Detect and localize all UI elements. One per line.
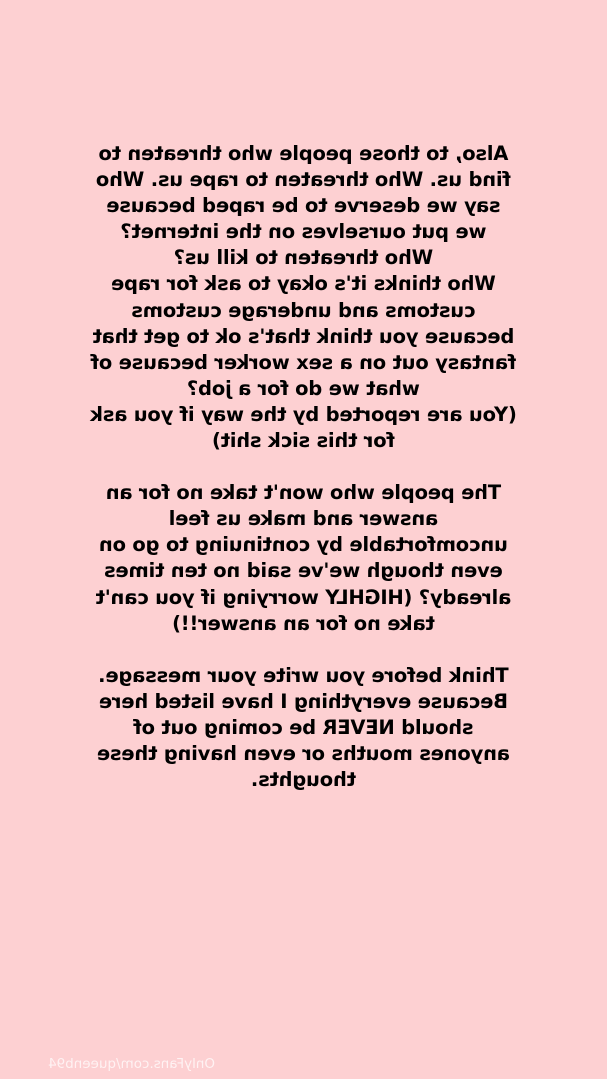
paragraph-gap [60, 454, 547, 480]
paragraph-1 [60, 141, 547, 454]
text-line: fantasy out on a sex worker because of [90, 350, 517, 374]
text-line: for this sick shit) [212, 429, 395, 453]
text-line: find us. Who threaten to rape us. Who [96, 168, 511, 192]
text-line: because you think that's ok to get that [92, 324, 515, 348]
text-line: anyones mouths or even having these [97, 741, 510, 765]
text-line: Who thinks it's okay to ask for rape [111, 272, 496, 296]
text-line: should NEVER be coming out of [133, 715, 474, 739]
text-line: Because everything I have listed here [99, 689, 508, 713]
text-line: we put ourselves on the internet? [120, 220, 487, 244]
text-line: customs and underage customs [131, 298, 476, 322]
text-line: take no for an answer!!) [172, 611, 435, 635]
text-line: even though we've said no ten times [104, 559, 503, 583]
text-line: Also, to those people who threaten to [98, 142, 509, 165]
paragraph-gap [60, 637, 547, 663]
paragraph-2 [60, 480, 547, 637]
text-line: The people who won't take no for an [105, 481, 502, 505]
text-line: say we deserve to be raped because [106, 194, 501, 218]
text-line: answer and make us feel [168, 507, 439, 531]
paragraph-3 [60, 663, 547, 793]
text-line: thoughts. [251, 768, 356, 792]
story-text [60, 141, 547, 793]
watermark-text: OnlyFans.com/queenb94 [47, 1056, 215, 1072]
text-line: (You are reported by the way if you ask [90, 402, 517, 426]
text-line: already? (HIGHLY worrying if you can't [95, 585, 512, 609]
text-line: Who threaten to kill us? [173, 246, 434, 270]
text-line: Think before you write your message. [98, 663, 509, 687]
text-line: uncomfortable by continuing to go on [99, 533, 508, 557]
text-line: what we do for a job? [187, 376, 420, 400]
